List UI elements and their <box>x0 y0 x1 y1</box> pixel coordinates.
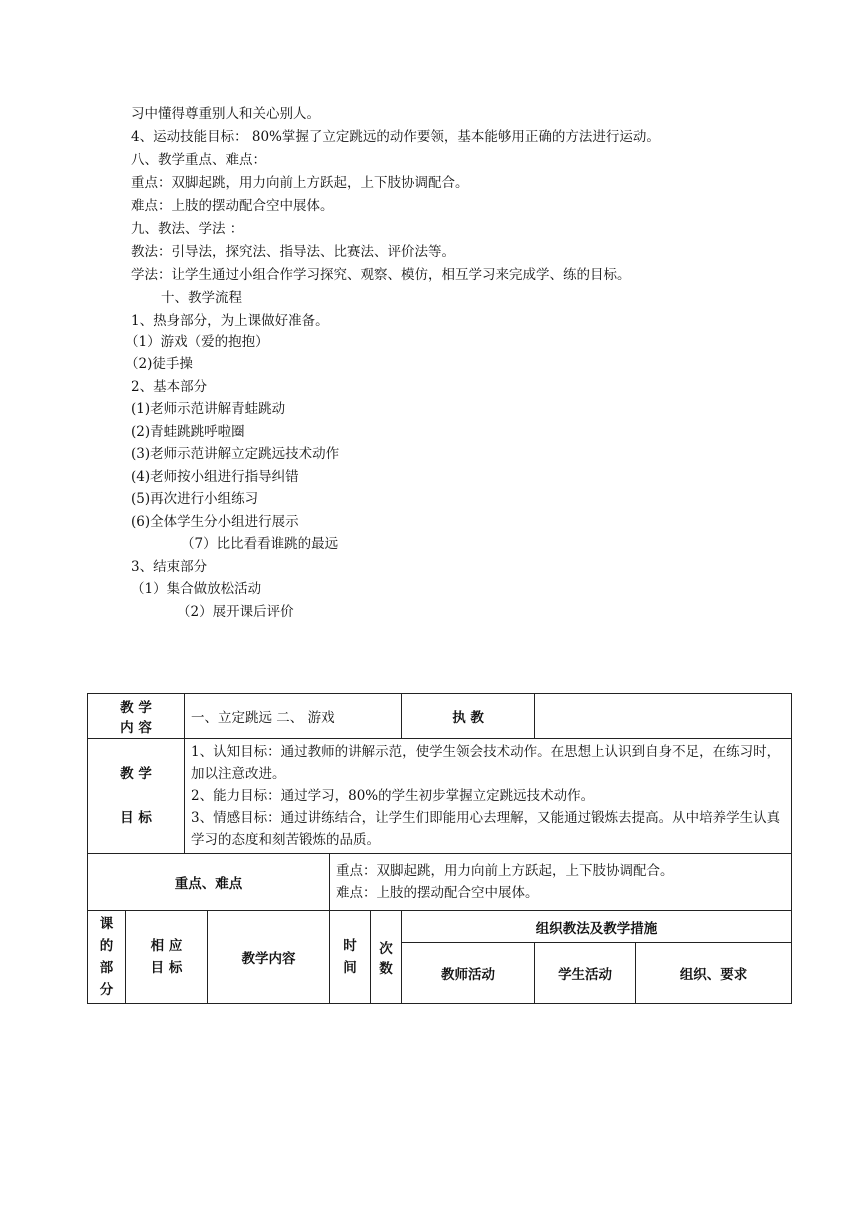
section-char: 课 <box>99 916 114 932</box>
content-value-cell <box>185 694 402 739</box>
goals-label-line1: 教 学 <box>120 766 152 782</box>
teacher-activity-header <box>402 943 535 1004</box>
section-heading: 十、教学流程 <box>161 290 242 306</box>
teacher-activity-label: 教师活动 <box>441 967 496 984</box>
goals-cell <box>185 739 792 854</box>
count-label: 次数 <box>379 941 393 977</box>
text-line: (1)老师示范讲解青蛙跳动 <box>131 401 286 417</box>
key-difficulty-label-cell <box>88 854 330 911</box>
text-line: 1、热身部分，为上课做好准备。 <box>131 313 329 329</box>
text-line: （1）游戏（爱的抱抱） <box>125 334 269 350</box>
teacher-label-cell <box>402 694 535 739</box>
text-line: (5)再次进行小组练习 <box>131 491 259 507</box>
lesson-plan-table <box>87 693 792 1004</box>
text-line: （2）展开课后评价 <box>177 604 294 620</box>
teacher-label: 执 教 <box>452 710 484 726</box>
goal-emotion: 3、情感目标：通过讲练结合，让学生们即能用心去理解，又能通过锻炼去提高。从中培养学生认真学习的态度和刻苦锻炼的品质。 <box>191 810 781 848</box>
content-value: 一、立定跳远 二、 游戏 <box>191 710 335 726</box>
teacher-value-cell <box>535 694 792 739</box>
content-label-line1: 教 学 <box>120 700 152 716</box>
text-line: 学法：让学生通过小组合作学习探究、观察、模仿，相互学习来完成学、练的目标。 <box>131 267 631 283</box>
text-line: 2、基本部分 <box>131 379 208 395</box>
teaching-content-header <box>208 911 330 1004</box>
text-line: （2)徒手操 <box>125 356 193 372</box>
requirements-header <box>636 943 792 1004</box>
goals-label-cell <box>88 739 185 854</box>
time-header-line2: 间 <box>343 960 357 976</box>
section-heading: 八、教学重点、难点： <box>131 152 266 168</box>
text-line: 教法：引导法，探究法、指导法、比赛法、评价法等。 <box>131 244 455 260</box>
count-header <box>371 911 402 1004</box>
goals-label-line2: 目 标 <box>120 810 152 826</box>
content-label-cell <box>88 694 185 739</box>
text-line: 4、运动技能目标： 80%掌握了立定跳远的动作要领，基本能够用正确的方法进行运动。 <box>131 129 660 145</box>
section-heading: 九、教法、学法 ： <box>131 221 244 237</box>
time-header-line1: 时 <box>343 938 357 954</box>
student-activity-header <box>535 943 636 1004</box>
time-header <box>330 911 371 1004</box>
section-char: 分 <box>99 982 114 998</box>
key-difficulty-label: 重点、难点 <box>174 876 243 892</box>
target-header <box>126 911 208 1004</box>
goal-ability: 2、能力目标：通过学习，80%的学生初步掌握立定跳远技术动作。 <box>191 788 595 804</box>
text-line: （7）比比看看谁跳的最远 <box>181 536 339 552</box>
key-point: 重点：双脚起跳，用力向前上方跃起，上下肢协调配合。 <box>336 863 674 879</box>
text-line: (2)青蛙跳跳呼啦圈 <box>131 424 245 440</box>
target-header-line1: 相 应 <box>150 938 183 954</box>
text-line: 3、结束部分 <box>131 559 208 575</box>
section-header <box>88 911 126 1004</box>
text-line: （1）集合做放松活动 <box>131 581 262 597</box>
text-line: 习中懂得尊重别人和关心别人。 <box>131 106 320 122</box>
target-header-line2: 目 标 <box>150 960 183 976</box>
difficulty: 难点：上肢的摆动配合空中展体。 <box>336 885 539 901</box>
teaching-content-label: 教学内容 <box>241 951 296 967</box>
text-line: 难点：上肢的摆动配合空中展体。 <box>131 198 334 214</box>
org-label: 组织教法及教学措施 <box>535 920 658 937</box>
section-char: 的 <box>99 938 114 954</box>
student-activity-label: 学生活动 <box>558 967 613 984</box>
section-char: 部 <box>99 960 114 976</box>
text-line: 重点：双脚起跳，用力向前上方跃起，上下肢协调配合。 <box>131 175 469 191</box>
content-label-line2: 内 容 <box>120 720 152 736</box>
goal-cognitive: 1、认知目标：通过教师的讲解示范，使学生领会技术动作。在思想上认识到自身不足，在练习时，加以注意改进。 <box>191 744 781 782</box>
text-line: (6)全体学生分小组进行展示 <box>131 514 299 530</box>
key-difficulty-cell <box>330 854 792 911</box>
text-line: (3)老师示范讲解立定跳远技术动作 <box>131 446 340 462</box>
text-line: (4)老师按小组进行指导纠错 <box>131 469 299 485</box>
org-header <box>402 911 792 943</box>
requirements-label: 组织、要求 <box>679 967 748 984</box>
